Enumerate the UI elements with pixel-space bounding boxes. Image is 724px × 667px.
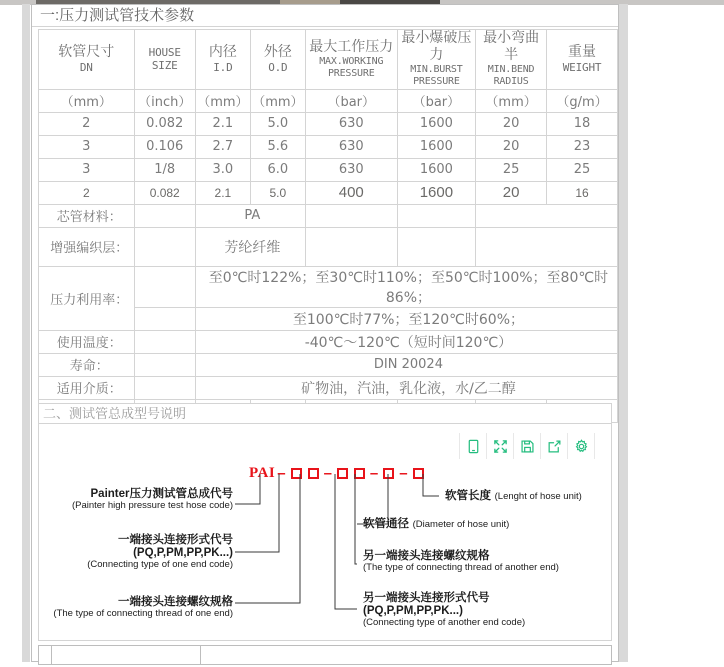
unit-house-size: （inch） (134, 89, 195, 112)
cell-od: 5.0 (250, 181, 305, 204)
property-label: 使用温度： (39, 330, 135, 353)
col-header-weight: 重量 WEIGHT (547, 30, 618, 90)
property-spacer (134, 330, 195, 353)
cell-od: 6.0 (250, 158, 305, 181)
cell-weight: 23 (547, 135, 618, 158)
col-header-od: 外径 O.D (250, 30, 305, 90)
table-row-highlighted (39, 181, 618, 204)
cell-od: 5.0 (250, 112, 305, 135)
property-label: 适用介质： (39, 376, 135, 399)
cell-dn: 3 (39, 135, 135, 158)
annotation-hose-diameter: 软管通径 (Diameter of hose unit) (363, 518, 510, 530)
code-dash: – (369, 464, 379, 482)
property-label: 寿命： (39, 353, 135, 376)
property-value: PA (195, 204, 305, 227)
property-spacer (134, 353, 195, 376)
cell-mbr: 20 (476, 135, 547, 158)
cell-mbp: 1600 (397, 158, 475, 181)
section2-title: 二、测试管总成型号说明 (38, 403, 612, 423)
cell-mbp: 1600 (397, 135, 475, 158)
code-dash: – (323, 464, 332, 482)
cell-size: 0.082 (134, 181, 195, 204)
unit-od: （mm） (250, 89, 305, 112)
property-value: 芳纶纤维 (195, 227, 305, 266)
property-spacer (134, 266, 195, 307)
section1-title: 一:压力测试管技术参数 (32, 5, 618, 27)
annotation-painter-code: Painter压力测试管总成代号 (Painter high pressure test hose code) (71, 488, 233, 512)
col-header-min-bend-radius: 最小弯曲半 MIN.BEND RADIUS (476, 30, 547, 90)
unit-min-burst-pressure: （bar） (397, 89, 475, 112)
annotation-hose-length: 软管长度 (Lenght of hose unit) (445, 490, 582, 502)
property-spacer (134, 204, 195, 227)
cell-mbr: 20 (476, 181, 547, 204)
cell-mbr: 25 (476, 158, 547, 181)
annotation-other-end-thread: 另一端接头连接螺纹规格 (The type of connecting thread of another end) (363, 550, 559, 574)
property-spacer (305, 204, 397, 227)
property-label: 压力利用率： (39, 266, 135, 330)
cell-mwp: 630 (305, 158, 397, 181)
cell-dn: 2 (39, 181, 135, 204)
unit-id: （mm） (195, 89, 250, 112)
property-spacer (476, 204, 618, 227)
cell-weight: 16 (547, 181, 618, 204)
cell-mbp: 1600 (397, 181, 475, 204)
bottom-cell-3 (201, 646, 611, 664)
property-value: DIN 20024 (195, 353, 617, 376)
property-row-lifetime (39, 353, 618, 376)
content-frame (31, 4, 619, 662)
col-header-max-working-pressure: 最大工作压力 MAX.WORKING PRESSURE (305, 30, 397, 90)
left-gutter (22, 4, 30, 662)
property-spacer (305, 227, 397, 266)
property-spacer (134, 227, 195, 266)
property-label: 增强编织层： (39, 227, 135, 266)
cell-mbr: 20 (476, 112, 547, 135)
property-value-line2: 至100℃时77%；至120℃时60%； (195, 307, 617, 330)
table-row (39, 135, 618, 158)
code-dash: – (399, 464, 408, 482)
cell-mwp: 630 (305, 135, 397, 158)
cell-size: 0.106 (134, 135, 195, 158)
property-spacer (134, 307, 195, 330)
model-code-diagram (38, 423, 612, 641)
cell-id: 3.0 (195, 158, 250, 181)
bottom-cell-2 (52, 646, 201, 664)
code-dash: – (277, 464, 286, 482)
col-header-min-burst-pressure: 最小爆破压力 MIN.BURST PRESSURE (397, 30, 475, 90)
property-spacer (397, 227, 475, 266)
property-label: 芯管材料： (39, 204, 135, 227)
unit-dn: （mm） (39, 89, 135, 112)
cell-od: 5.6 (250, 135, 305, 158)
cell-weight: 18 (547, 112, 618, 135)
cell-weight: 25 (547, 158, 618, 181)
cell-id: 2.1 (195, 181, 250, 204)
spec-table-header-row (39, 30, 618, 90)
property-spacer (476, 227, 618, 266)
annotation-one-end-type: 一端接头连接形式代号 (PQ,P,PM,PP,PK...) (Connecting type of one end code) (87, 534, 233, 571)
property-row-reinforcement (39, 227, 618, 266)
property-row-media (39, 376, 618, 399)
unit-weight: （g/m） (547, 89, 618, 112)
bottom-table-row (38, 645, 612, 665)
property-row-pressure-utilization (39, 266, 618, 307)
cell-mbp: 1600 (397, 112, 475, 135)
cell-mwp: 400 (305, 181, 397, 204)
property-spacer (134, 376, 195, 399)
col-header-dn: 软管尺寸 DN (39, 30, 135, 90)
unit-min-bend-radius: （mm） (476, 89, 547, 112)
spec-table-unit-row (39, 89, 618, 112)
col-header-house-size: HOUSE SIZE (134, 30, 195, 90)
property-value: -40℃～120℃（短时间120℃） (195, 330, 617, 353)
annotation-one-end-thread: 一端接头连接螺纹规格 (The type of connecting thread of one end) (53, 596, 233, 620)
cell-id: 2.1 (195, 112, 250, 135)
table-row (39, 112, 618, 135)
cell-size: 0.082 (134, 112, 195, 135)
property-row-temperature (39, 330, 618, 353)
cell-size: 1/8 (134, 158, 195, 181)
right-gutter (619, 4, 628, 662)
cell-dn: 2 (39, 112, 135, 135)
table-row (39, 158, 618, 181)
property-value-line1: 至0℃时122%；至30℃时110%；至50℃时100%；至80℃时86%； (195, 266, 617, 307)
property-row-core-material (39, 204, 618, 227)
bottom-cell-1 (39, 646, 52, 664)
property-value: 矿物油，汽油，乳化液，水/乙二醇 (195, 376, 617, 399)
spec-table (38, 29, 618, 423)
cell-dn: 3 (39, 158, 135, 181)
cell-mwp: 630 (305, 112, 397, 135)
annotation-other-end-type: 另一端接头连接形式代号 (PQ,P,PM,PP,PK...) (Connecting type of another end code) (363, 592, 526, 629)
cell-id: 2.7 (195, 135, 250, 158)
property-spacer (397, 204, 475, 227)
unit-max-working-pressure: （bar） (305, 89, 397, 112)
col-header-id: 内径 I.D (195, 30, 250, 90)
model-code-prefix: PAI (249, 464, 276, 481)
